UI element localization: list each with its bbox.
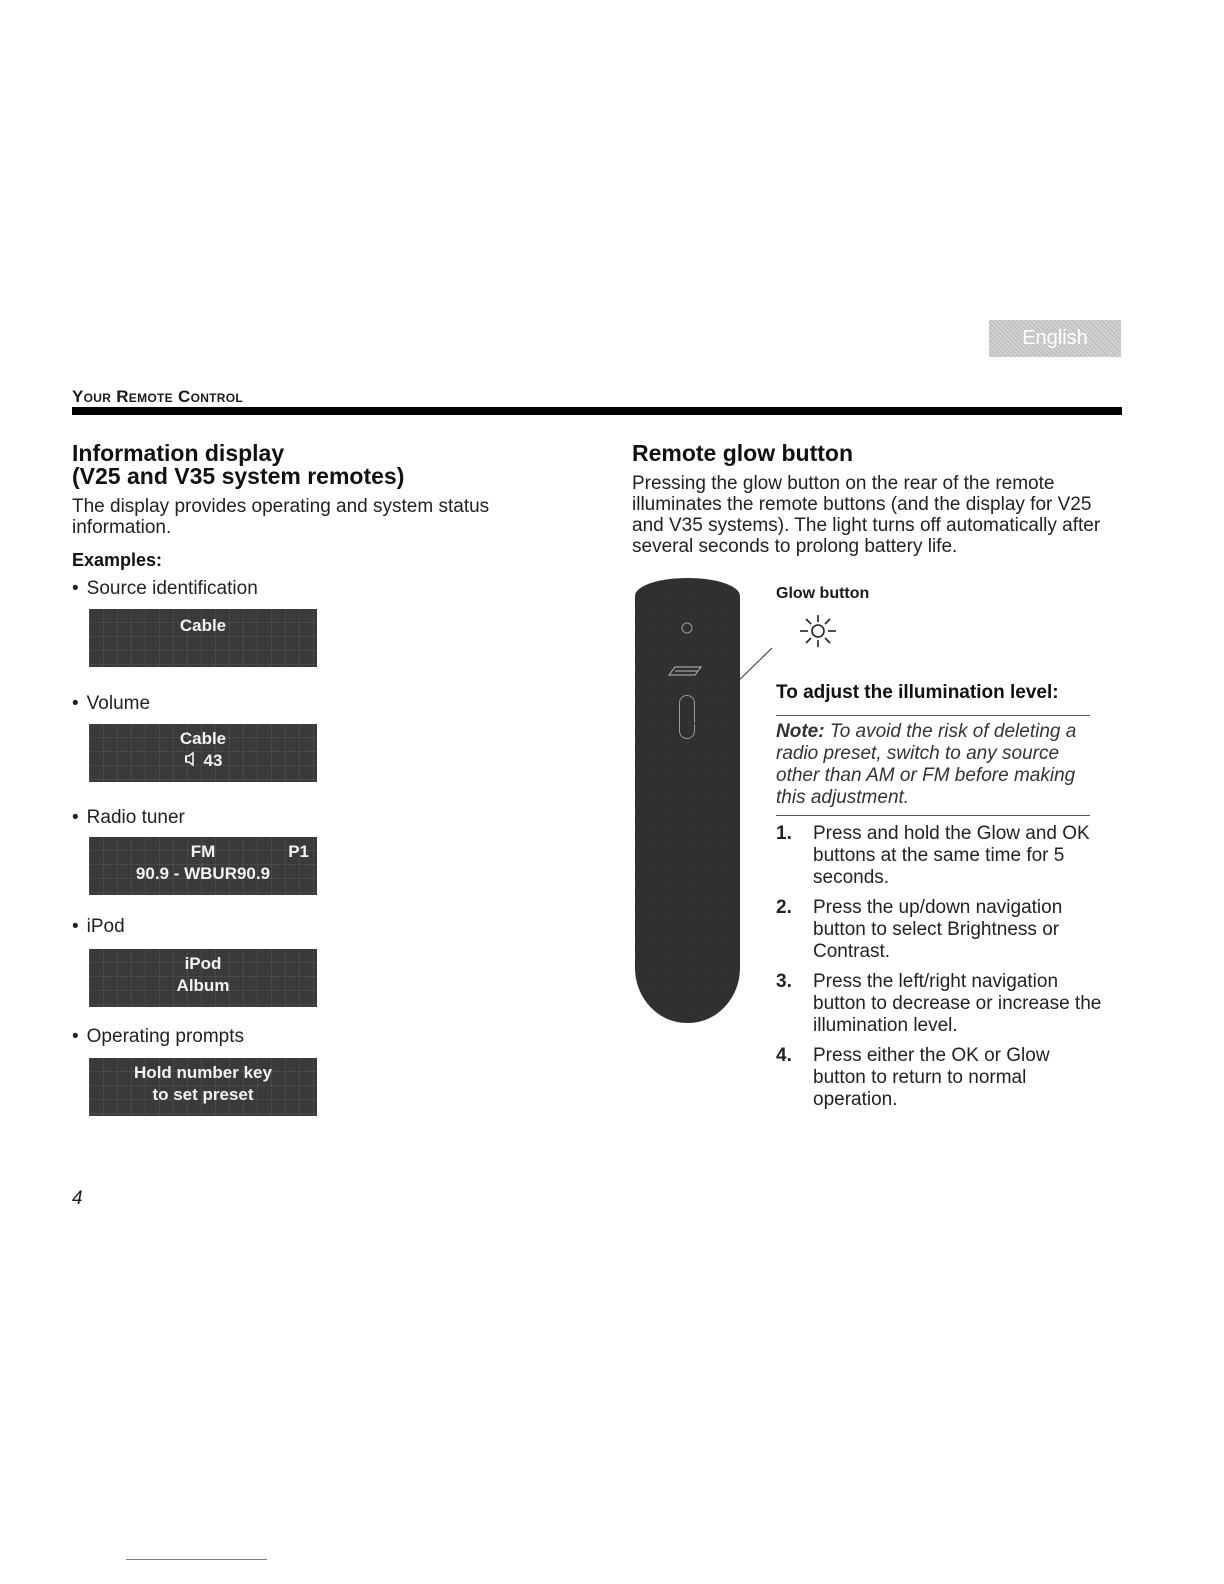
glow-intro: Pressing the glow button on the rear of the remote illuminates the remote buttons (and the display for V25 and V35 systems). The light turns off automatically after several seconds to prolong battery life. — [632, 473, 1101, 557]
example-label-ipod: • iPod — [72, 916, 125, 938]
lcd-line: to set preset — [152, 1085, 254, 1104]
step-number: 1. — [776, 823, 792, 844]
lcd-line: Cable — [179, 729, 227, 748]
step-text: Press the left/right navigation button to decrease or increase the illumination level. — [813, 971, 1102, 1036]
example-label-volume: • Volume — [72, 693, 150, 715]
note-label: Note: — [776, 721, 825, 742]
step-item — [776, 971, 1106, 1037]
steps-list — [776, 823, 1106, 1119]
lcd-operating-prompts — [89, 1058, 317, 1116]
example-label-source: • Source identification — [72, 578, 258, 600]
step-text: Press either the OK or Glow button to return to normal operation. — [813, 1045, 1050, 1110]
step-item — [776, 1045, 1106, 1111]
examples-label: Examples: — [72, 550, 163, 570]
lcd-line: Cable — [179, 616, 227, 635]
page-number: 4 — [72, 1188, 83, 1209]
lcd-source-identification — [89, 609, 317, 667]
adjust-heading: To adjust the illumination level: — [776, 682, 1059, 703]
note-rule-top — [776, 715, 1090, 716]
glow-title: Remote glow button — [632, 440, 854, 466]
lcd-line: Album — [176, 976, 230, 995]
info-display-intro: The display provides operating and system status information. — [72, 496, 490, 538]
glow-sun-icon — [796, 607, 840, 656]
step-number: 4. — [776, 1045, 792, 1066]
lcd-line: iPod — [184, 954, 222, 973]
lcd-line: Hold number key — [134, 1063, 272, 1082]
step-number: 2. — [776, 897, 792, 918]
step-number: 3. — [776, 971, 792, 992]
step-item — [776, 823, 1106, 889]
step-text: Press and hold the Glow and OK buttons at the same time for 5 seconds. — [813, 823, 1090, 888]
step-item — [776, 897, 1106, 963]
volume-level: 43 — [203, 751, 223, 770]
note-rule-bottom — [776, 815, 1090, 816]
preset-label: P1 — [288, 842, 309, 861]
language-tab: English — [989, 320, 1121, 357]
lcd-radio-tuner — [89, 837, 317, 895]
note-text: To avoid the risk of deleting a radio preset, switch to any source other than AM or FM before making this adjustment. — [776, 721, 1077, 808]
footer-line — [126, 1559, 267, 1560]
lcd-line — [89, 841, 317, 863]
note-block — [776, 721, 1090, 809]
glow-section — [632, 442, 1122, 557]
info-display-section — [72, 442, 552, 571]
example-label-prompts: • Operating prompts — [72, 1026, 244, 1048]
lcd-line: 90.9 - WBUR90.9 — [135, 864, 271, 883]
callout-line — [690, 640, 790, 740]
info-display-title-line1: Information display — [72, 440, 285, 466]
example-label-radio: • Radio tuner — [72, 807, 185, 829]
step-text: Press the up/down navigation button to select Brightness or Contrast. — [813, 897, 1063, 962]
speaker-icon — [184, 751, 200, 773]
lcd-volume — [89, 724, 317, 782]
band-label: FM — [190, 842, 216, 861]
header-rule — [72, 407, 1122, 415]
section-header: Your Remote Control — [72, 387, 244, 406]
info-display-title-line2: (V25 and V35 system remotes) — [72, 463, 405, 489]
lcd-volume-row — [89, 750, 317, 772]
ce-mark-icon — [677, 618, 697, 638]
glow-button-label: Glow button — [776, 585, 870, 602]
lcd-ipod — [89, 949, 317, 1007]
